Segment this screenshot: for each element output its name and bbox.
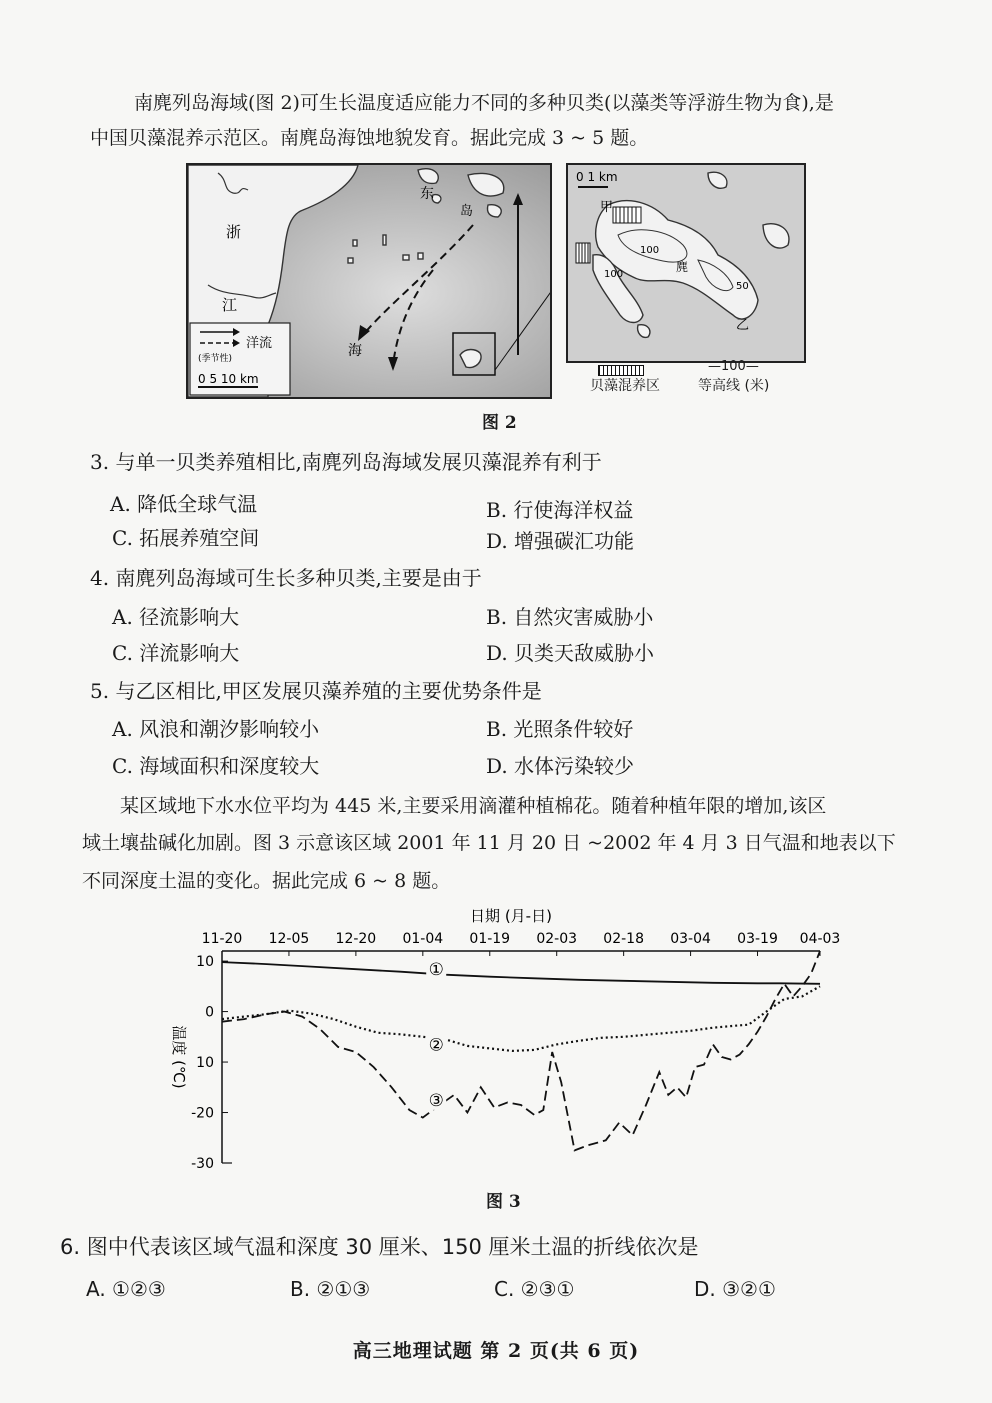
x-tick-label: 01-19 — [469, 931, 511, 947]
label-lu: 麂 — [676, 260, 689, 274]
x-tick-label: 03-04 — [670, 931, 711, 947]
question-3-option-a[interactable]: A. 降低全球气温 — [110, 492, 258, 516]
y-tick-label: 10 — [196, 1055, 214, 1072]
figure3-chart — [160, 905, 840, 1177]
question-5-option-b[interactable]: B. 光照条件较好 — [486, 717, 634, 741]
series-label-2: ② — [428, 1035, 444, 1056]
legend-contour-label: 等高线 (米) — [698, 378, 770, 394]
series-line-3 — [222, 951, 820, 1150]
question-4-option-a[interactable]: A. 径流影响大 — [112, 605, 240, 629]
x-tick-label: 11-20 — [201, 931, 243, 947]
label-dao: 岛 — [460, 204, 474, 219]
x-tick-label: 03-19 — [737, 931, 778, 947]
series-label-3: ③ — [428, 1090, 444, 1111]
legend-contour-symbol: —100— — [708, 359, 759, 374]
x-tick-label: 02-03 — [536, 931, 578, 947]
x-tick-label: 12-20 — [335, 931, 377, 947]
intro2-line2: 域土壤盐碱化加剧。图 3 示意该区域 2001 年 11 月 20 日 ~2002 年 4 月 3 日气温和地表以下 — [82, 832, 896, 854]
intro-paragraph-line1: 南麂列岛海域(图 2)可生长温度适应能力不同的多种贝类(以藻类等浮游生物为食),是 — [134, 92, 834, 114]
legend-scale: 0 5 10 km — [198, 372, 259, 386]
legend-current: 洋流 — [246, 336, 273, 351]
label-zhe: 浙 — [226, 223, 242, 241]
label-contour-100b: 100 — [604, 269, 624, 280]
label-hai: 海 — [348, 343, 362, 359]
question-5-option-d[interactable]: D. 水体污染较少 — [486, 754, 635, 778]
question-3-option-b[interactable]: B. 行使海洋权益 — [486, 498, 634, 522]
y-tick-label: -30 — [191, 1156, 214, 1172]
question-6-option-b[interactable]: B. ②①③ — [290, 1277, 371, 1301]
label-yi: 乙 — [736, 318, 750, 333]
label-contour-100a: 100 — [640, 245, 660, 256]
question-6-option-c[interactable]: C. ②③① — [494, 1277, 575, 1301]
y-axis-label: 温度 (℃) — [170, 1025, 188, 1089]
figure2-caption: 图 2 — [482, 413, 517, 433]
inset-scale: 0 1 km — [576, 170, 618, 184]
x-axis-label: 日期 (月-日) — [470, 907, 552, 925]
question-6-option-a[interactable]: A. ①②③ — [86, 1277, 166, 1301]
label-dong: 东 — [420, 186, 434, 202]
intro2-line3: 不同深度土温的变化。据此完成 6 ~ 8 题。 — [82, 870, 451, 892]
x-tick-label: 12-05 — [268, 931, 310, 947]
question-4-option-d[interactable]: D. 贝类天敌威胁小 — [486, 641, 655, 665]
question-3-option-d[interactable]: D. 增强碳汇功能 — [486, 529, 635, 553]
label-contour-50: 50 — [736, 281, 749, 292]
legend-seasonal: (季节性) — [198, 354, 233, 364]
label-jia: 甲 — [600, 200, 614, 215]
question-6-stem: 6. 图中代表该区域气温和深度 30 厘米、150 厘米土温的折线依次是 — [60, 1235, 699, 1259]
question-5-option-a[interactable]: A. 风浪和潮汐影响较小 — [112, 717, 320, 741]
page-footer: 高三地理试题 第 2 页(共 6 页) — [352, 1340, 640, 1362]
intro-paragraph-line2: 中国贝藻混养示范区。南麂岛海蚀地貌发育。据此完成 3 ~ 5 题。 — [90, 127, 649, 149]
question-3-stem: 3. 与单一贝类养殖相比,南麂列岛海域发展贝藻混养有利于 — [90, 450, 602, 474]
question-4-stem: 4. 南麂列岛海域可生长多种贝类,主要是由于 — [90, 566, 482, 590]
question-4-option-c[interactable]: C. 洋流影响大 — [112, 641, 240, 665]
question-6-option-d[interactable]: D. ③②① — [694, 1277, 776, 1301]
question-3-option-c[interactable]: C. 拓展养殖空间 — [112, 526, 260, 550]
y-tick-label: 0 — [205, 1004, 214, 1021]
question-5-stem: 5. 与乙区相比,甲区发展贝藻养殖的主要优势条件是 — [90, 679, 542, 703]
series-line-2 — [222, 986, 820, 1051]
figure2-left-map — [186, 163, 552, 399]
y-tick-label: -20 — [191, 1105, 214, 1122]
question-4-option-b[interactable]: B. 自然灾害威胁小 — [486, 605, 654, 629]
legend-culture-label: 贝藻混养区 — [590, 378, 660, 394]
regional-map-svg — [188, 165, 550, 397]
figure2-right-legend — [590, 359, 800, 395]
series-label-1: ① — [428, 960, 444, 981]
temperature-chart-svg — [160, 905, 840, 1177]
x-tick-label: 04-03 — [799, 931, 840, 947]
figure2-right-map — [566, 163, 806, 363]
question-5-option-c[interactable]: C. 海域面积和深度较大 — [112, 754, 320, 778]
island-map-svg — [568, 165, 804, 361]
intro2-line1: 某区域地下水水位平均为 445 米,主要采用滴灌种植棉花。随着种植年限的增加,该区 — [120, 795, 827, 817]
x-tick-label: 01-04 — [402, 931, 444, 947]
label-jiang: 江 — [222, 296, 238, 314]
y-tick-label: 10 — [196, 954, 214, 971]
x-tick-label: 02-18 — [603, 931, 644, 947]
figure3-caption: 图 3 — [486, 1192, 521, 1212]
series-line-1 — [222, 962, 820, 984]
